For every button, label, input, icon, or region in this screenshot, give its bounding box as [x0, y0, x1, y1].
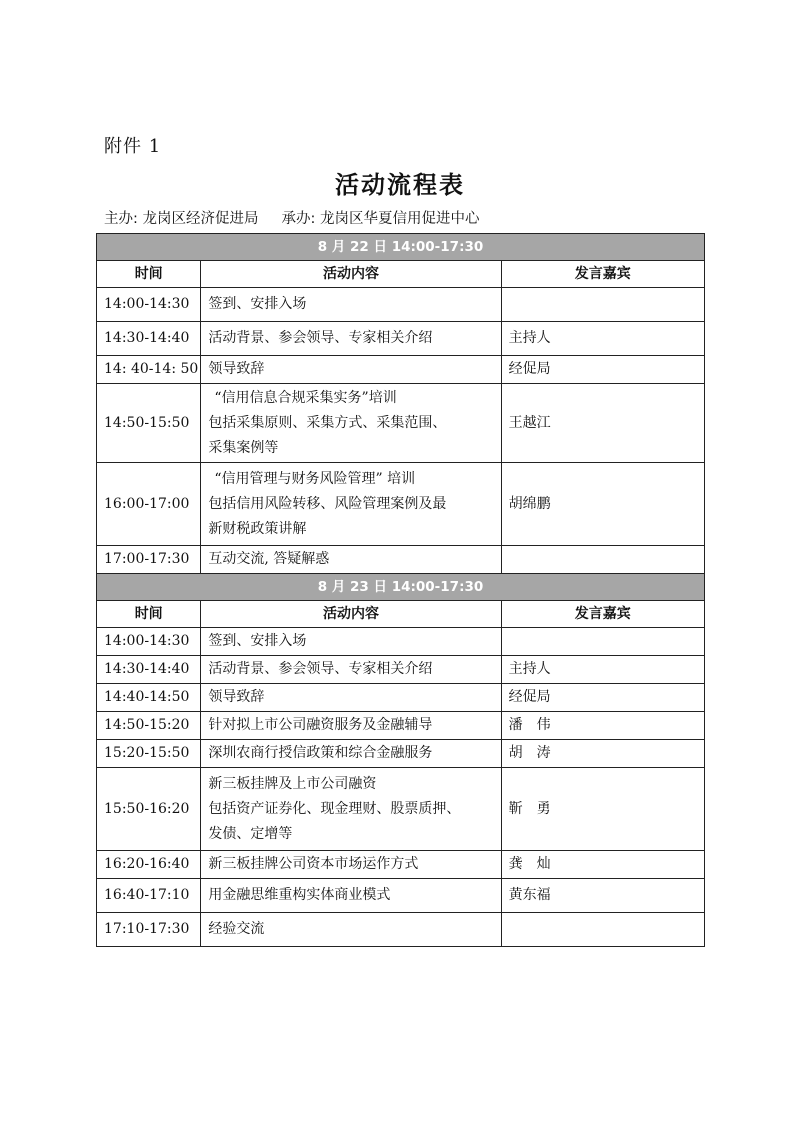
column-header-speaker: 发言嘉宾 — [501, 261, 704, 288]
column-header-time: 时间 — [97, 261, 201, 288]
time-cell: 15:20-15:50 — [97, 740, 201, 768]
time-cell: 16:20-16:40 — [97, 851, 201, 879]
table-row — [97, 656, 705, 684]
time-cell: 14:30-14:40 — [97, 322, 201, 356]
speaker-cell: 胡 涛 — [501, 740, 704, 768]
time-cell: 16:40-17:10 — [97, 879, 201, 913]
day2-date-label: 8 月 23 日 14:00-17:30 — [97, 574, 705, 601]
table-row — [97, 712, 705, 740]
table-row — [97, 546, 705, 574]
speaker-cell: 潘 伟 — [501, 712, 704, 740]
speaker-cell — [501, 288, 704, 322]
content-cell: 经验交流 — [201, 913, 501, 947]
speaker-cell: 经促局 — [501, 684, 704, 712]
table-row — [97, 740, 705, 768]
time-cell: 16:00-17:00 — [97, 463, 201, 546]
content-cell: 互动交流, 答疑解惑 — [201, 546, 501, 574]
content-cell: 深圳农商行授信政策和综合金融服务 — [201, 740, 501, 768]
time-cell: 17:10-17:30 — [97, 913, 201, 947]
attachment-label: 附件 1 — [104, 136, 162, 157]
table-row — [97, 913, 705, 947]
speaker-cell — [501, 913, 704, 947]
table-row — [97, 463, 705, 546]
time-cell: 14:50-15:20 — [97, 712, 201, 740]
content-cell: “信用管理与财务风险管理” 培训 包括信用风险转移、风险管理案例及最 新财税政策讲解 — [201, 463, 501, 546]
speaker-cell — [501, 628, 704, 656]
speaker-cell: 主持人 — [501, 322, 704, 356]
column-header-content: 活动内容 — [201, 261, 501, 288]
table-row — [97, 879, 705, 913]
time-cell: 14:30-14:40 — [97, 656, 201, 684]
table-row — [97, 288, 705, 322]
speaker-cell: 王越江 — [501, 384, 704, 463]
time-cell: 14:00-14:30 — [97, 628, 201, 656]
speaker-cell: 靳 勇 — [501, 768, 704, 851]
content-cell: 签到、安排入场 — [201, 628, 501, 656]
table-row — [97, 851, 705, 879]
speaker-cell: 主持人 — [501, 656, 704, 684]
content-cell: 签到、安排入场 — [201, 288, 501, 322]
column-header-content: 活动内容 — [201, 601, 501, 628]
table-row — [97, 356, 705, 384]
time-cell: 14:40-14:50 — [97, 684, 201, 712]
day1-date-label: 8 月 22 日 14:00-17:30 — [97, 234, 705, 261]
content-cell: 新三板挂牌及上市公司融资 包括资产证券化、现金理财、股票质押、 发债、定增等 — [201, 768, 501, 851]
content-cell: 活动背景、参会领导、专家相关介绍 — [201, 322, 501, 356]
time-cell: 14: 40-14: 50 — [97, 356, 201, 384]
time-cell: 15:50-16:20 — [97, 768, 201, 851]
day1-header-row — [97, 234, 705, 261]
content-cell: 领导致辞 — [201, 356, 501, 384]
speaker-cell: 黄东福 — [501, 879, 704, 913]
day1-column-headers — [97, 261, 705, 288]
speaker-cell: 胡绵鹏 — [501, 463, 704, 546]
schedule-table — [96, 233, 705, 947]
column-header-time: 时间 — [97, 601, 201, 628]
content-cell: “信用信息合规采集实务”培训 包括采集原则、采集方式、采集范围、 采集案例等 — [201, 384, 501, 463]
content-cell: 新三板挂牌公司资本市场运作方式 — [201, 851, 501, 879]
day2-column-headers — [97, 601, 705, 628]
column-header-speaker: 发言嘉宾 — [501, 601, 704, 628]
table-row — [97, 684, 705, 712]
time-cell: 14:50-15:50 — [97, 384, 201, 463]
page-title: 活动流程表 — [335, 170, 465, 199]
time-cell: 14:00-14:30 — [97, 288, 201, 322]
table-row — [97, 384, 705, 463]
content-cell: 针对拟上市公司融资服务及金融辅导 — [201, 712, 501, 740]
table-row — [97, 768, 705, 851]
organizers-line: 主办: 龙岗区经济促进局 承办: 龙岗区华夏信用促进中心 — [104, 211, 480, 227]
content-cell: 用金融思维重构实体商业模式 — [201, 879, 501, 913]
speaker-cell: 龚 灿 — [501, 851, 704, 879]
time-cell: 17:00-17:30 — [97, 546, 201, 574]
table-row — [97, 322, 705, 356]
table-row — [97, 628, 705, 656]
content-cell: 活动背景、参会领导、专家相关介绍 — [201, 656, 501, 684]
content-cell: 领导致辞 — [201, 684, 501, 712]
speaker-cell — [501, 546, 704, 574]
day2-header-row — [97, 574, 705, 601]
speaker-cell: 经促局 — [501, 356, 704, 384]
